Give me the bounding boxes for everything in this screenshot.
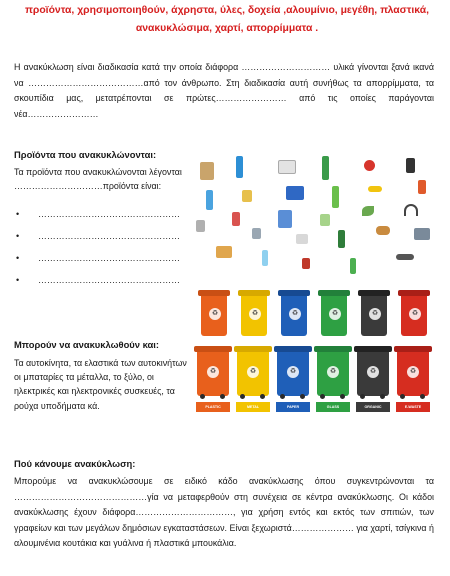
blue-wheelie-bin: ♻ xyxy=(276,346,310,400)
intro-paragraph: Η ανακύκλωση είναι διαδικασία κατά την οποία διάφορα ………………………… υλικά γίνονται ξανά ικανά να …………………………………από τον άνθρωπο. Στη διαδικασία αυτή συνήθως τα απορρίμματα, τα σκουπίδια μας, μετατρέπονται σε πρώτες…………………… από τις οποίες παράγονται νέα…………………… xyxy=(14,62,434,119)
fill-blank: ………………………………………… xyxy=(38,231,180,241)
bread-icon xyxy=(376,226,390,235)
banana-icon xyxy=(368,186,382,192)
magazine-icon xyxy=(278,210,292,228)
paper-bag-icon xyxy=(200,162,214,180)
word-bank: προϊόντα, χρησιμοποιηθούν, άχρηστα, ύλες, δοχεία ,αλουμίνιο, μεγέθη, πλαστικά, ανακυκλώσιμα, χαρτί, απορρίμματα . xyxy=(24,5,430,34)
yellow-bin: ♻ xyxy=(240,290,268,338)
headphones-icon xyxy=(404,204,418,216)
yellow-wheelie-bin: ♻ xyxy=(236,346,270,400)
can-recycle-heading: Μπορούν να ανακυκλωθούν και: xyxy=(14,339,159,350)
phone-icon xyxy=(406,158,415,173)
bin-label: GLASS xyxy=(316,402,350,412)
bin-label-strip xyxy=(192,402,440,412)
grey-bin: ♻ xyxy=(360,290,388,338)
recycling-bins-illustration xyxy=(192,150,440,420)
bin-label: METAL xyxy=(236,402,270,412)
bottle-icon xyxy=(236,156,243,178)
can-icon xyxy=(196,220,205,232)
glass-bottle-icon xyxy=(338,230,345,248)
bin-label: ORGANIC xyxy=(356,402,390,412)
where-paragraph: Μπορούμε να ανακυκλώσουμε σε ειδικό κάδο ανακύκλωσης όπου συγκεντρώνονται τα ………………………………………γία να μεταφερθούν στη συνέχεια σε κέντρα ανακύκλωσης. Οι κάδοι ανακύκλωσης έχουν διάφορα……………………………, για χρήση εντός και εκτός των σπιτιών, των γραφείων και των μεγάλων δημόσιων εγκαταστάσεων. Είναι ξεχωριστά………………… για χαρτί, τσίγκινα ή αλουμινένια κουτάκια και γυάλινα ή πλαστικά μπουκάλια. xyxy=(14,476,434,549)
cup-icon xyxy=(252,228,261,239)
products-bullet-list xyxy=(16,207,196,295)
cable-icon xyxy=(396,254,414,260)
apple-icon xyxy=(364,160,375,171)
box-icon xyxy=(286,186,304,200)
bullet-marker: • xyxy=(16,275,20,285)
jar-icon xyxy=(242,190,252,202)
bin-label: PAPER xyxy=(276,402,310,412)
can-icon xyxy=(232,212,240,226)
can-icon xyxy=(302,258,310,269)
newspaper-icon xyxy=(278,160,296,174)
box-icon xyxy=(216,246,232,258)
red-bin: ♻ xyxy=(400,290,428,338)
blue-bin: ♻ xyxy=(280,290,308,338)
products-heading: Προϊόντα που ανακυκλώνονται: xyxy=(14,149,157,160)
tablet-icon xyxy=(414,228,430,240)
glass-bottle-icon xyxy=(322,156,329,180)
green-wheelie-bin: ♻ xyxy=(316,346,350,400)
bullet-marker: • xyxy=(16,209,20,219)
products-text: Τα προϊόντα που ανακυκλώνονται λέγονται …………………………προϊόντα είναι: xyxy=(14,167,182,192)
list-item xyxy=(16,207,196,229)
bottle-icon xyxy=(206,190,213,210)
list-item xyxy=(16,273,196,295)
fill-blank: ………………………………………… xyxy=(38,209,180,219)
red-wheelie-bin: ♻ xyxy=(396,346,430,400)
fill-blank: ………………………………………… xyxy=(38,253,180,263)
battery-icon xyxy=(418,180,426,194)
orange-wheelie-bin: ♻ xyxy=(196,346,230,400)
list-item xyxy=(16,251,196,273)
where-heading: Πού κάνουμε ανακύκλωση: xyxy=(14,458,136,469)
jar-icon xyxy=(320,214,330,226)
can-recycle-text: Τα αυτοκίνητα, τα ελαστικά των αυτοκινήτων οι μπαταρίες τα μέταλλα, το ξύλο, οι ηλεκτρικές και ηλεκτρονικές συσκευές, τα ρούχα υποδήματα κά. xyxy=(14,358,187,411)
grey-wheelie-bin: ♻ xyxy=(356,346,390,400)
bin-label: E-WASTE xyxy=(396,402,430,412)
carton-icon xyxy=(296,234,308,244)
orange-bin: ♻ xyxy=(200,290,228,338)
bullet-marker: • xyxy=(16,231,20,241)
leaf-icon xyxy=(362,206,374,216)
glass-bottle-icon xyxy=(332,186,339,208)
bin-label: PLASTIC xyxy=(196,402,230,412)
green-bin: ♻ xyxy=(320,290,348,338)
bottle-icon xyxy=(262,250,268,266)
bullet-marker: • xyxy=(16,253,20,263)
glass-bottle-icon xyxy=(350,258,356,274)
list-item xyxy=(16,229,196,251)
fill-blank: ………………………………………… xyxy=(38,275,180,285)
